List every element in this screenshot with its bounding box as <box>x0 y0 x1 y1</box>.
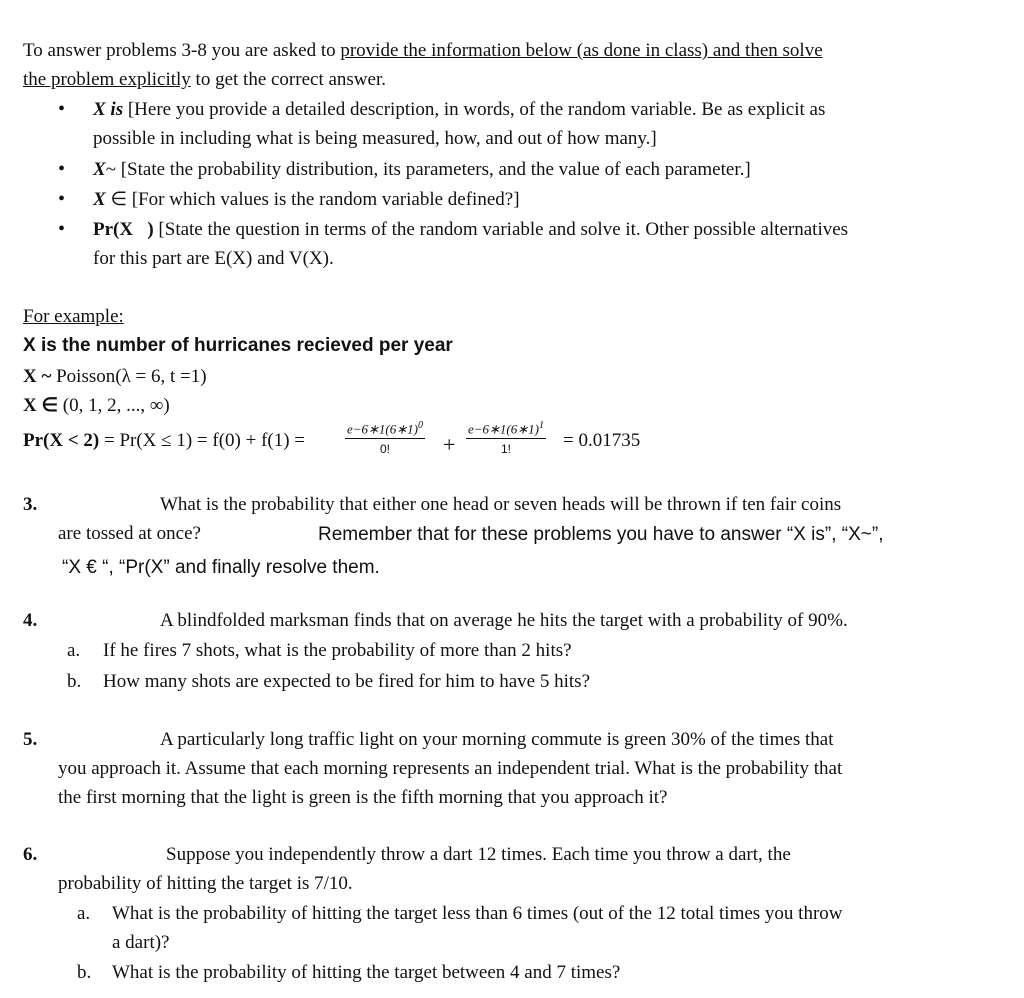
bullet-2-text: [State the probability distribution, its parameters, and the value of each parameter.] <box>115 159 751 180</box>
bullet-3-text: [For which values is the random variable defined?] <box>131 189 520 210</box>
problem-6-b: What is the probability of hitting the target between 4 and 7 times? <box>112 962 621 983</box>
intro-line-2 <box>23 69 386 92</box>
fraction-2-exponent: 1 <box>539 420 544 431</box>
example-pr-rest: = Pr(X ≤ 1) = f(0) + f(1) = <box>99 430 306 451</box>
problem-5-number: 5. <box>23 729 38 750</box>
bullet-3-lead: X <box>93 189 106 210</box>
bullet-4-text: [State the question in terms of the random variable and solve it. Other possible alternatives <box>153 219 849 240</box>
example-result: = 0.01735 <box>563 430 641 451</box>
bullet-3-symbol: ∈ <box>105 189 132 210</box>
problem-4-a-label: a. <box>67 640 81 661</box>
problem-5-line-1: A particularly long traffic light on your morning commute is green 30% of the times that <box>160 729 834 750</box>
fraction-2-numerator: e−6∗1(6∗1) <box>468 421 539 437</box>
example-x-in-lead: X ∈ <box>23 395 63 416</box>
problem-4-b: How many shots are expected to be fired for him to have 5 hits? <box>103 671 590 692</box>
example-x-is <box>23 335 453 358</box>
problem-5-line-3: the first morning that the light is green is the fifth morning that you approach it? <box>58 787 668 808</box>
bullet-4-line-2: for this part are E(X) and V(X). <box>93 248 334 269</box>
example-heading: For example: <box>23 306 124 327</box>
problem-3-remember-2: “X € “, “Pr(X” and finally resolve them. <box>62 557 380 578</box>
fraction-1-exponent: 0 <box>418 420 423 431</box>
problem-6-b-label: b. <box>77 962 92 983</box>
fraction-1-denominator: 0! <box>379 442 390 457</box>
problem-4-a: If he fires 7 shots, what is the probability of more than 2 hits? <box>103 640 572 661</box>
fraction-2-denominator: 1! <box>500 442 511 457</box>
bullet-2-lead: X <box>93 159 106 180</box>
fraction-1-numerator: e−6∗1(6∗1) <box>347 421 418 437</box>
bullet-1-line-1 <box>93 99 825 122</box>
bullet-2-symbol: ~ <box>105 159 116 180</box>
bullet-dot: • <box>58 98 66 120</box>
bullet-1-text: [Here you provide a detailed description, in words, of the random variable. Be as explicit as <box>123 99 826 120</box>
bullet-1-lead: X is <box>93 99 124 120</box>
problem-4-line-1: A blindfolded marksman finds that on average he hits the target with a probability of 90%. <box>160 610 848 631</box>
problem-6-a-line-2: a dart)? <box>112 932 170 953</box>
bullet-2-line <box>93 159 751 182</box>
problem-6-a-label: a. <box>77 903 91 924</box>
problem-6-number: 6. <box>23 844 38 865</box>
example-plus: + <box>443 432 456 457</box>
problem-3-number: 3. <box>23 494 38 515</box>
bullet-dot: • <box>58 158 66 180</box>
intro-text-2: to get the correct answer. <box>190 69 386 90</box>
intro-underlined-text: provide the information below (as done in class) and then solve <box>340 40 823 61</box>
bullet-4-line-1 <box>93 219 848 242</box>
problem-3-remember-1: Remember that for these problems you have to answer “X is”, “X~”, <box>318 524 884 545</box>
example-x-dist <box>23 366 207 389</box>
example-pr-lead: Pr(X < 2) <box>23 430 100 451</box>
bullet-4-lead: Pr(X ) <box>93 219 154 240</box>
problem-6-line-1: Suppose you independently throw a dart 12 times. Each time you throw a dart, the <box>166 844 791 865</box>
problem-4-number: 4. <box>23 610 38 631</box>
bullet-1-line-2: possible in including what is being measured, how, and out of how many.] <box>93 128 657 149</box>
example-x-in <box>23 395 170 418</box>
problem-3-line-2: are tossed at once? <box>58 523 201 544</box>
intro-line-1 <box>23 40 823 63</box>
problem-6-line-2: probability of hitting the target is 7/10. <box>58 873 353 894</box>
problem-6-a-line-1: What is the probability of hitting the target less than 6 times (out of the 12 total times you throw <box>112 903 843 924</box>
example-pr-line <box>23 430 305 453</box>
intro-underlined-text-2: the problem explicitly <box>23 69 191 90</box>
intro-text: To answer problems 3-8 you are asked to <box>23 40 341 61</box>
example-fraction-2 <box>466 420 546 456</box>
example-x-is-text: X is the number of hurricanes recieved per year <box>23 335 453 356</box>
example-x-in-text: (0, 1, 2, ..., ∞) <box>62 395 170 416</box>
problem-4-b-label: b. <box>67 671 82 692</box>
example-fraction-1 <box>345 420 425 456</box>
bullet-3-line <box>93 189 520 212</box>
example-x-dist-text: Poisson(λ = 6, t =1) <box>56 366 207 387</box>
bullet-dot: • <box>58 188 66 210</box>
bullet-dot: • <box>58 218 66 240</box>
example-x-dist-lead: X ~ <box>23 366 57 387</box>
problem-5-line-2: you approach it. Assume that each morning represents an independent trial. What is the probability that <box>58 758 843 779</box>
problem-3-line-1: What is the probability that either one head or seven heads will be thrown if ten fair coins <box>160 494 842 515</box>
